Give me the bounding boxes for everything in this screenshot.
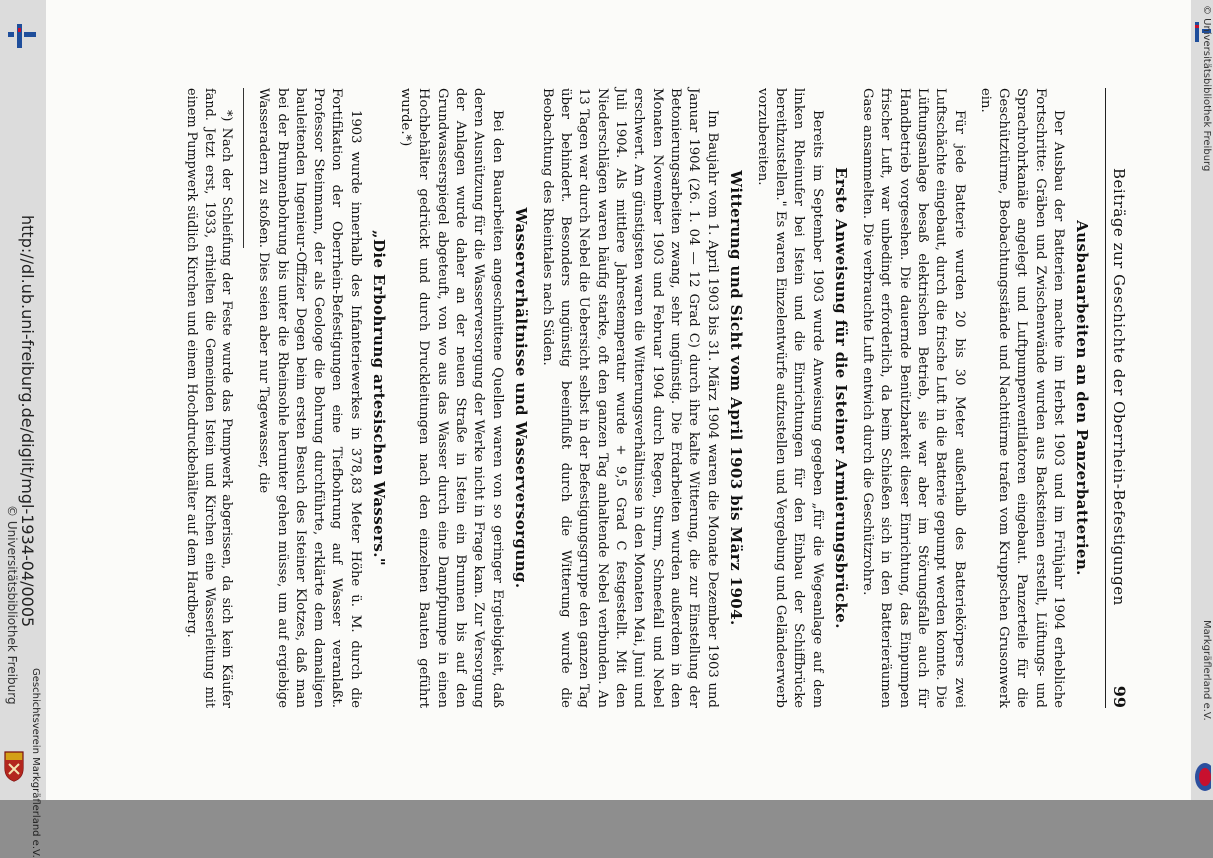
paragraph: Bereits im September 1903 wurde Anweisung gegeben „für die Wegeanlage auf dem linken Rheinufer bei Istein und die Einrichtungen für den Einbau der Schiffbrücke bereithzustellen." Es waren Einzelentwürfe aufzustellen und Vergebung und Geländeerwerb vorzubereiten. [754, 88, 825, 708]
running-header [1105, 88, 1129, 708]
paragraph: 1903 wurde innerhalb des Infanteriewerkes in 378,83 Meter Höhe ü. M. durch die Fortifikation der Oberrhein-Befestigungen eine Tiefbohrung auf Wasser veranlaßt. Professor Steinmann, der als Geologe die Bohrung durchführte, erklärte dem damaligen bauleitenden Ingenieur-Offizier Degen beim ersten Besuch des Isteiner Klotzes, daß man bei der Brunnenbohrung bis unter die Rheinsohle herunter gehen müsse, um auf ergiebige Wasseradern zu stoßen. Dies seien aber nur Tagewasser, die [256, 88, 363, 708]
section-heading: „Die Erbohrung artesischen Wassers." [369, 229, 388, 567]
paragraph: Im Baujahr vom 1. April 1903 bis 31. März 1904 waren die Monate Dezember 1903 und Januar 1904 (26. 1. 04 — 12 Grad C) durch ihre kalte Witterung, die zur Einstellung der Betonierungsarbeiten zwang, sehr ungünstig. Die Erdarbeiten wurden außerdem in den Monaten November 1903 und Februar 1904 durch Regen, Sturm, Schneefall und Nebel erschwert. Am günstigsten waren die Witterungsverhältnisse in den Monaten Mai, Juni und Juli 1904. Als mittlere Jahrestemperatur wurde + 9,5 Grad C festgestellt. Mit den Niederschlägen waren häufig starke, oft den ganzen Tag anhaltende Nebel verbunden. An 13 Tagen war durch Nebel die Uebersicht selbst in der Befestigungsgruppe den ganzen Tag über behindert. Besonders ungünstig beeinflußt durch die Witterung wurde die Beobachtung des Rheintales nach Süden. [539, 88, 720, 708]
running-title: Beiträge zur Geschichte der Oberrhein-Befestigungen [1110, 167, 1128, 606]
ub-logo-icon [8, 22, 36, 50]
footnote-text: *) Nach der Schleifung der Feste wurde das Pumpwerk abgerissen, da sich kein Käufer fand. Jetzt erst, 1933, erhielten die Gemeinden Istein und Kirchen eine Wasserleitung mit einem Pumpwerk südlich Kirchen und einem Hochdruckbehälter auf dem Hardberg. [184, 88, 235, 708]
permalink-url[interactable]: http://dl.ub.uni-freiburg.de/diglit/mgl-1934-04/0005 [18, 215, 37, 628]
society-label: Geschichtsverein Markgräflerland e.V. [30, 668, 41, 858]
society-label-right: Markgräflerland e.V. [1201, 620, 1212, 721]
section-heading: Wasserverhältnisse und Wasserversorgung. [511, 207, 530, 589]
society-crest-icon [3, 750, 25, 782]
page-text-block [175, 88, 1129, 708]
round-emblem-icon [1193, 762, 1211, 792]
copyright-label-right: © Universitätsbibliothek Freiburg [1201, 5, 1212, 172]
paragraph: Für jede Batterie wurden 20 bis 30 Meter außerhalb des Batteriekörpers zwei Luftschächte eingebaut, durch die frische Luft in die Batterie gepumpt werden konnte. Die Lüftungsanlage besaß elektrischen Betrieb, sie war aber im Störungsfalle auch für Handbetrieb vorgesehen. Die dauernde Benützbarkeit dieser Einrichtung, das Einpumpen frischer Luft, war unbedingt erforderlich, da beim Schießen sich in den Batterieräumen Gase ansammelten. Die verbrauchte Luft entwich durch die Geschützrohre. [860, 88, 967, 708]
paragraph: Der Ausbau der Batterien machte im Herbst 1903 und im Frühjahr 1904 erhebliche Fortschritte: Gräben und Zwischenwände wurden aus Backsteinen erstellt, Lüftungs- und Sprachrohrkanäle angelegt und Luftpumpenventilatoren eingebaut. Panzerteile für die Geschütztürme, Beobachtungsstände und Nachttürme trafen vom Kruppschen Grusonwerk ein. [977, 88, 1066, 708]
section-heading: Witterung und Sicht vom April 1903 bis März 1904. [726, 170, 745, 626]
section-heading: Erste Anweisung für die Isteiner Armierungsbrücke. [831, 167, 850, 629]
section-heading: Ausbauarbeiten an den Panzerbatterien. [1073, 220, 1091, 576]
copyright-label: © Universitätsbibliothek Freiburg [5, 505, 19, 705]
page-number: 99 [1110, 685, 1129, 708]
footnote [183, 88, 236, 708]
scanned-page [46, 0, 1191, 800]
footnote-divider [243, 88, 244, 248]
paragraph: Bei den Bauarbeiten angeschnittene Quellen waren von so geringer Ergiebigkeit, daß deren Ausnützung für die Wasserversorgung der Werke nicht in Frage kam. Zur Versorgung der Anlagen wurde daher an der neuen Straße in Istein ein Brunnen bis auf den Grundwasserspiegel abgeteuft, von wo aus das Wasser durch eine Dampfpumpe in einen Hochbehälter gedrückt und durch Druckleitungen nach den einzelnen Bauten geführt wurde.*) [398, 88, 505, 708]
